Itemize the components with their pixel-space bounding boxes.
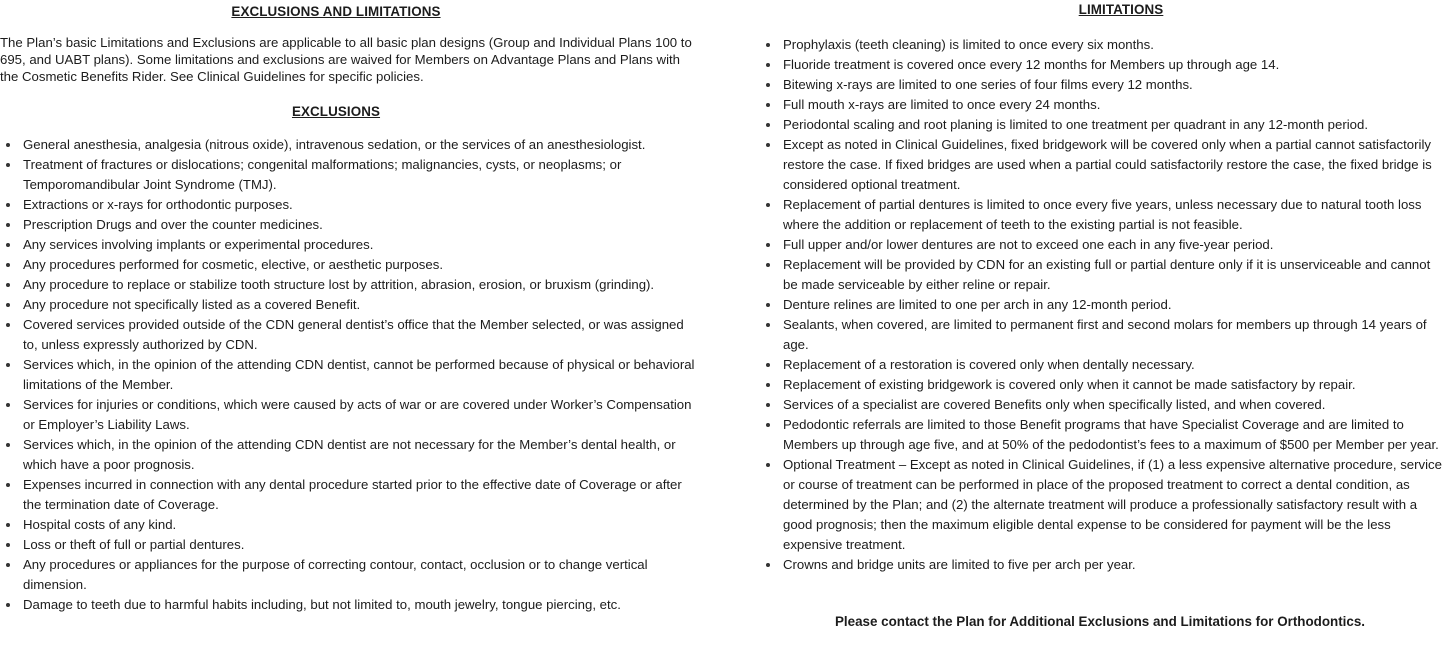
limitation-text: Replacement will be provided by CDN for an existing full or partial denture only if it is unserviceable and cannot be made serviceable by either reline or repair. <box>783 257 1431 292</box>
limitation-text: Prophylaxis (teeth cleaning) is limited to once every six months. <box>783 37 1154 52</box>
limitations-heading: LIMITATIONS <box>1078 2 1164 17</box>
exclusion-text: Any services involving implants or experimental procedures. <box>23 237 374 252</box>
exclusion-item <box>0 555 700 595</box>
exclusion-text: Any procedure to replace or stabilize tooth structure lost by attrition, abrasion, erosion, or bruxism (grinding). <box>23 277 655 292</box>
exclusion-text: Extractions or x-rays for orthodontic purposes. <box>23 197 293 212</box>
limitation-item <box>760 55 1442 75</box>
bullet-icon <box>6 403 10 407</box>
bullet-icon <box>766 303 770 307</box>
exclusion-item <box>0 595 700 615</box>
exclusion-item <box>0 515 700 535</box>
bullet-icon <box>6 443 10 447</box>
bullet-icon <box>6 263 10 267</box>
bullet-icon <box>766 463 770 467</box>
bullet-icon <box>6 163 10 167</box>
exclusion-item <box>0 255 700 275</box>
bullet-icon <box>6 323 10 327</box>
limitations-list <box>760 35 1442 575</box>
exclusion-item <box>0 215 700 235</box>
bullet-icon <box>6 223 10 227</box>
limitation-text: Replacement of a restoration is covered only when dentally necessary. <box>783 357 1195 372</box>
bullet-icon <box>766 323 770 327</box>
exclusion-text: Covered services provided outside of the CDN general dentist’s office that the Member selected, or was assigned to, unless expressly authorized by CDN. <box>23 317 684 352</box>
limitation-text: Full upper and/or lower dentures are not to exceed one each in any five-year period. <box>783 237 1274 252</box>
exclusions-heading: EXCLUSIONS <box>291 104 381 119</box>
bullet-icon <box>766 563 770 567</box>
limitation-text: Bitewing x-rays are limited to one series of four films every 12 months. <box>783 77 1193 92</box>
limitation-item <box>760 295 1442 315</box>
limitation-text: Pedodontic referrals are limited to those Benefit programs that have Specialist Coverage and are limited to Members up through age five, and at 50% of the pedodontist’s fees to a maximum of $500 per Member per year. <box>783 417 1439 452</box>
exclusion-item <box>0 155 700 195</box>
limitation-item <box>760 355 1442 375</box>
limitation-text: Fluoride treatment is covered once every 12 months for Members up through age 14. <box>783 57 1280 72</box>
limitation-text: Except as noted in Clinical Guidelines, fixed bridgework will be covered only when a partial cannot satisfactorily restore the case. If fixed bridges are used when a partial could satisfactorily restore the case, the fixed bridge is considered optional treatment. <box>783 137 1432 192</box>
exclusion-text: Any procedures or appliances for the purpose of correcting contour, contact, occlusion or to change vertical dimension. <box>23 557 648 592</box>
bullet-icon <box>6 483 10 487</box>
limitation-item <box>760 95 1442 115</box>
exclusion-item <box>0 395 700 435</box>
bullet-icon <box>6 203 10 207</box>
exclusion-item <box>0 235 700 255</box>
exclusion-item <box>0 535 700 555</box>
exclusion-text: Treatment of fractures or dislocations; congenital malformations; malignancies, cysts, or neoplasms; or Temporomandibular Joint Syndrome (TMJ). <box>23 157 622 192</box>
exclusions-list <box>0 135 700 615</box>
bullet-icon <box>6 303 10 307</box>
bullet-icon <box>766 63 770 67</box>
limitation-text: Replacement of partial dentures is limited to once every five years, unless necessary due to natural tooth loss where the addition or replacement of teeth to the existing partial is not feasible. <box>783 197 1422 232</box>
bullet-icon <box>766 83 770 87</box>
bullet-icon <box>766 123 770 127</box>
limitation-item <box>760 235 1442 255</box>
limitation-item <box>760 315 1442 355</box>
exclusion-text: Hospital costs of any kind. <box>23 517 177 532</box>
exclusion-item <box>0 315 700 355</box>
bullet-icon <box>766 403 770 407</box>
limitation-text: Periodontal scaling and root planing is limited to one treatment per quadrant in any 12-month period. <box>783 117 1369 132</box>
orthodontics-note: Please contact the Plan for Additional Exclusions and Limitations for Orthodontics. <box>835 614 1365 629</box>
limitation-text: Full mouth x-rays are limited to once every 24 months. <box>783 97 1101 112</box>
exclusion-item <box>0 435 700 475</box>
limitation-text: Optional Treatment – Except as noted in Clinical Guidelines, if (1) a less expensive alternative procedure, service or course of treatment can be performed in place of the proposed treatment to correct a dental condition, as determined by the Plan; and (2) the alternate treatment will produce a professionally satisfactory result with a good prognosis; then the maximum eligible dental expense to be considered for payment will be the less expensive treatment. <box>783 457 1442 552</box>
limitation-item <box>760 115 1442 135</box>
bullet-icon <box>6 243 10 247</box>
limitation-text: Denture relines are limited to one per arch in any 12-month period. <box>783 297 1172 312</box>
exclusion-text: Services which, in the opinion of the attending CDN dentist are not necessary for the Member’s dental health, or which have a poor prognosis. <box>23 437 676 472</box>
bullet-icon <box>6 543 10 547</box>
limitation-item <box>760 395 1442 415</box>
exclusion-item <box>0 135 700 155</box>
bullet-icon <box>6 603 10 607</box>
limitation-item <box>760 415 1442 455</box>
exclusion-text: Services which, in the opinion of the attending CDN dentist, cannot be performed because of physical or behavioral limitations of the Member. <box>23 357 695 392</box>
bullet-icon <box>766 203 770 207</box>
limitation-item <box>760 375 1442 395</box>
limitation-item <box>760 255 1442 295</box>
bullet-icon <box>766 43 770 47</box>
limitation-item <box>760 555 1442 575</box>
bullet-icon <box>6 363 10 367</box>
limitation-text: Replacement of existing bridgework is covered only when it cannot be made satisfactory by repair. <box>783 377 1356 392</box>
exclusion-text: General anesthesia, analgesia (nitrous oxide), intravenous sedation, or the services of an anesthesiologist. <box>23 137 646 152</box>
limitation-text: Services of a specialist are covered Benefits only when specifically listed, and when covered. <box>783 397 1326 412</box>
limitation-text: Crowns and bridge units are limited to five per arch per year. <box>783 557 1136 572</box>
bullet-icon <box>766 363 770 367</box>
bullet-icon <box>766 103 770 107</box>
bullet-icon <box>766 263 770 267</box>
exclusion-item <box>0 195 700 215</box>
limitation-item <box>760 75 1442 95</box>
intro-paragraph: The Plan’s basic Limitations and Exclusions are applicable to all basic plan designs (Group and Individual Plans 100 to 695, and UABT plans). Some limitations and exclusions are waived for Members on Advantage Plans and Plans with the Cosmetic Benefits Rider. See Clinical Guidelines for specific policies. <box>0 35 692 84</box>
exclusion-item <box>0 355 700 395</box>
exclusion-text: Damage to teeth due to harmful habits including, but not limited to, mouth jewelry, tongue piercing, etc. <box>23 597 621 612</box>
exclusion-text: Services for injuries or conditions, which were caused by acts of war or are covered under Worker’s Compensation or Employer’s Liability Laws. <box>23 397 692 432</box>
limitation-item <box>760 35 1442 55</box>
document-title: EXCLUSIONS AND LIMITATIONS <box>231 4 441 19</box>
bullet-icon <box>766 383 770 387</box>
limitation-item <box>760 195 1442 235</box>
limitation-item <box>760 135 1442 195</box>
bullet-icon <box>6 283 10 287</box>
limitation-text: Sealants, when covered, are limited to permanent first and second molars for members up through 14 years of age. <box>783 317 1427 352</box>
exclusion-item <box>0 295 700 315</box>
exclusion-text: Prescription Drugs and over the counter medicines. <box>23 217 323 232</box>
bullet-icon <box>766 243 770 247</box>
bullet-icon <box>6 523 10 527</box>
bullet-icon <box>6 563 10 567</box>
exclusion-item <box>0 275 700 295</box>
limitation-item <box>760 455 1442 555</box>
exclusion-item <box>0 475 700 515</box>
bullet-icon <box>766 423 770 427</box>
exclusion-text: Loss or theft of full or partial dentures. <box>23 537 245 552</box>
exclusion-text: Any procedure not specifically listed as a covered Benefit. <box>23 297 361 312</box>
bullet-icon <box>6 143 10 147</box>
exclusion-text: Any procedures performed for cosmetic, elective, or aesthetic purposes. <box>23 257 443 272</box>
exclusion-text: Expenses incurred in connection with any dental procedure started prior to the effective date of Coverage or after the termination date of Coverage. <box>23 477 682 512</box>
bullet-icon <box>766 143 770 147</box>
